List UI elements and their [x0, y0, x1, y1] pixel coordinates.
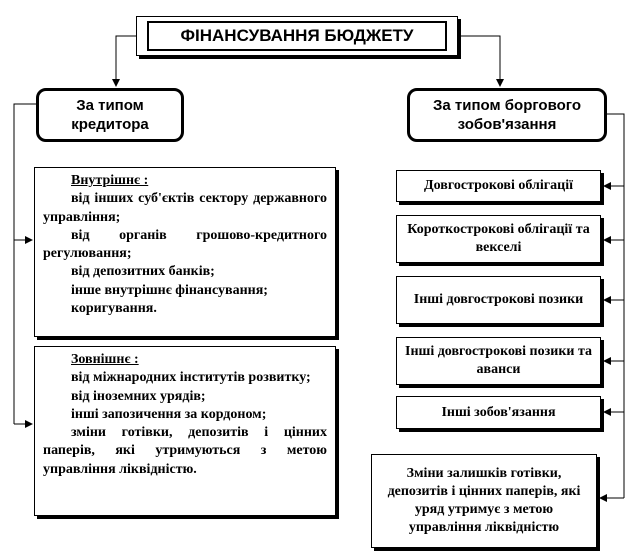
- arrow-title-to-creditor: [116, 36, 136, 86]
- category-creditor: За типом кредитора: [36, 88, 184, 142]
- internal-item: від депозитних банків;: [71, 264, 215, 280]
- external-item: зміни готівки, депозитів і цінних паперів, які утримуються з метою управління ліквідністю.: [43, 425, 327, 477]
- diagram-title: ФІНАНСУВАННЯ БЮДЖЕТУ: [147, 21, 447, 51]
- debt-item-short-term-bonds: Короткострокові облігації та векселі: [396, 215, 601, 263]
- diagram-title-box: [136, 16, 458, 56]
- internal-header: Внутрішнє :: [71, 173, 149, 188]
- debt-item-loans-and-advances: Інші довгострокові позики та аванси: [396, 337, 601, 385]
- external-financing-box: [34, 346, 336, 516]
- internal-item: інше внутрішнє фінансування;: [71, 282, 268, 298]
- internal-financing-box: [34, 167, 336, 337]
- arrow-title-to-debt: [458, 36, 500, 86]
- arrow-creditor-bracket: [14, 104, 36, 424]
- external-item: інші запозичення за кордоном;: [71, 406, 267, 422]
- external-item: від міжнародних інститутів розвитку;: [71, 370, 311, 386]
- internal-item: від органів грошово-кредитного регулювання;: [43, 227, 327, 262]
- internal-item: від інших суб'єктів сектору державного управління;: [43, 191, 327, 225]
- category-debt: За типом боргового зобов'язання: [407, 88, 607, 142]
- arrow-debt-bracket: [607, 114, 624, 498]
- external-header: Зовнішнє :: [71, 352, 139, 367]
- debt-item-liquidity-changes: Зміни залишків готівки, депозитів і цінних паперів, які уряд утримує з метою управління ліквідністю: [371, 454, 597, 548]
- debt-item-other-long-term-loans: Інші довгострокові позики: [396, 276, 601, 324]
- debt-item-other-liabilities: Інші зобов'язання: [396, 396, 601, 429]
- internal-item: коригування.: [71, 301, 157, 317]
- external-item: від іноземних урядів;: [71, 388, 206, 404]
- debt-item-long-term-bonds: Довгострокові облігації: [396, 170, 601, 202]
